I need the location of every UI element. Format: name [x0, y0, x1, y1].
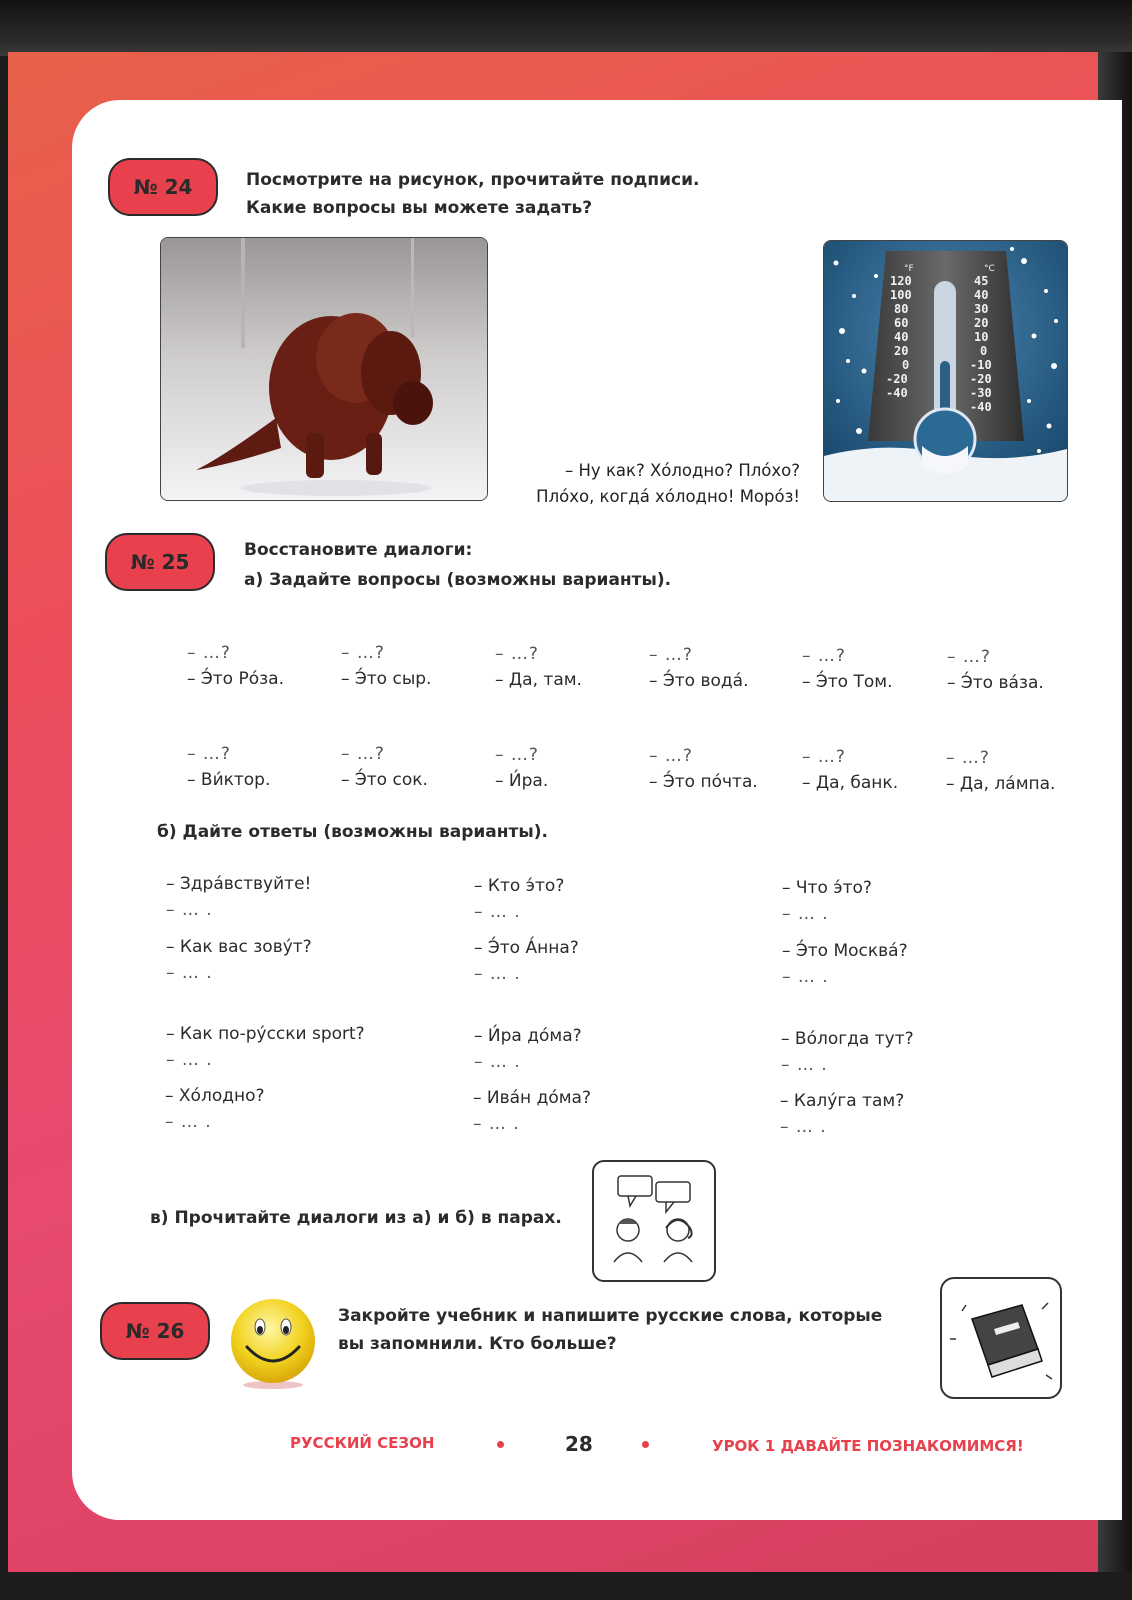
- thermo-f-tick: -20: [886, 372, 908, 386]
- dialog-b-10: [165, 1083, 265, 1135]
- prompt-text: – Кто э́то?: [474, 876, 565, 896]
- exercise-24-task-line1: Посмотрите на рисунок, прочитайте подписи.: [246, 170, 700, 190]
- thermometer-image: [824, 241, 1067, 501]
- footer-dot: [497, 1441, 504, 1448]
- exercise-24-task-line2: Какие вопросы вы можете задать?: [246, 198, 593, 218]
- answer-blank: – … .: [474, 964, 521, 984]
- answer-blank: – … .: [782, 967, 829, 987]
- answer-text: – Э́то пóчта.: [649, 772, 758, 792]
- exercise-26-badge: № 26: [100, 1302, 210, 1360]
- answer-text: – Э́то Рóза.: [187, 669, 284, 689]
- thermo-c-tick: 20: [974, 316, 989, 330]
- two-people-talking-icon: [594, 1162, 714, 1280]
- answer-blank: – … .: [781, 1055, 828, 1075]
- prompt-text: – Как по-рýсски sport?: [166, 1024, 365, 1044]
- answer-text: – Да, банк.: [802, 773, 899, 793]
- dialog-b-12: [780, 1088, 904, 1140]
- thermo-f-tick: 100: [890, 288, 912, 302]
- answer-text: – Э́то сок.: [341, 770, 428, 790]
- footer-lesson-title: УРОК 1 ДАВАЙТЕ ПОЗНАКОМИМСЯ!: [712, 1437, 1024, 1455]
- thermo-c-tick: -20: [970, 372, 992, 386]
- ex24-caption: [480, 458, 800, 510]
- ex24-caption-line2: Плóхо, когдá хóлодно! Морóз!: [536, 487, 800, 506]
- answer-text: – Э́то Том.: [802, 672, 893, 692]
- thermo-c-tick: -40: [970, 400, 992, 414]
- prompt-text: – Ивáн дóма?: [473, 1088, 591, 1108]
- answer-text: – Э́то водá.: [649, 671, 749, 691]
- exercise-26-task-line2: вы запомнили. Кто больше?: [338, 1334, 617, 1354]
- smiley-icon: [225, 1295, 321, 1391]
- thermo-f-tick: 60: [894, 316, 909, 330]
- prompt-text: – Как вас зовýт?: [166, 937, 312, 957]
- thermo-c-tick: 30: [974, 302, 989, 316]
- page-number: 28: [565, 1432, 593, 1456]
- question-blank: – …?: [341, 744, 385, 764]
- dialog-a-9: [495, 742, 548, 794]
- closed-book-icon: [940, 1277, 1062, 1399]
- thermo-c-tick: -30: [970, 386, 992, 400]
- dog-photo: [160, 237, 488, 501]
- prompt-text: – Хóлодно?: [165, 1086, 265, 1106]
- thermo-c-tick: 0: [980, 344, 988, 358]
- question-blank: – …?: [495, 644, 539, 664]
- question-blank: – …?: [649, 746, 693, 766]
- dialog-a-1: [187, 640, 284, 692]
- exercise-25-task-c: в) Прочитайте диалоги из а) и б) в парах.: [150, 1208, 562, 1228]
- dialog-a-5: [802, 643, 893, 695]
- thermo-c-tick: 10: [974, 330, 989, 344]
- prompt-text: – Что э́то?: [782, 878, 872, 898]
- dialog-a-12: [946, 745, 1055, 797]
- answer-blank: – … .: [782, 904, 829, 924]
- dialog-a-3: [495, 641, 582, 693]
- pair-dialog-icon: [592, 1160, 716, 1282]
- dialog-b-9: [781, 1026, 914, 1078]
- dialog-b-5: [474, 935, 579, 987]
- answer-blank: – … .: [474, 902, 521, 922]
- answer-blank: – … .: [473, 1114, 520, 1134]
- exercise-26-task: [338, 1302, 882, 1358]
- answer-blank: – … .: [165, 1112, 212, 1132]
- thermo-c-unit: °C: [984, 264, 995, 274]
- prompt-text: – Э́то А́нна?: [474, 938, 579, 958]
- exercise-24-badge: № 24: [108, 158, 218, 216]
- thermo-f-tick: 120: [890, 274, 912, 288]
- answer-blank: – … .: [780, 1117, 827, 1137]
- exercise-25-task-line1: Восстановите диалоги:: [244, 540, 473, 560]
- dialog-b-11: [473, 1085, 591, 1137]
- exercise-25-task-b: б) Дайте ответы (возможны варианты).: [157, 822, 548, 842]
- footer-dot: [642, 1441, 649, 1448]
- prompt-text: – Здрáвствуйте!: [166, 874, 312, 894]
- answer-blank: – … .: [166, 1050, 213, 1070]
- thermo-f-tick: 40: [894, 330, 909, 344]
- answer-blank: – … .: [474, 1052, 521, 1072]
- thermo-f-tick: 20: [894, 344, 909, 358]
- question-blank: – …?: [187, 744, 231, 764]
- question-blank: – …?: [341, 643, 385, 663]
- exercise-26-task-line1: Закройте учебник и напишите русские слова, которые: [338, 1306, 883, 1326]
- exercise-25-task: [244, 536, 671, 594]
- thermo-f-tick: 0: [902, 358, 910, 372]
- question-blank: – …?: [187, 643, 231, 663]
- answer-text: – Э́то сыр.: [341, 669, 432, 689]
- dialog-b-8: [474, 1023, 582, 1075]
- question-blank: – …?: [495, 745, 539, 765]
- answer-blank: – … .: [166, 963, 213, 983]
- dialog-b-4: [166, 934, 312, 986]
- dog-in-snow-image: [161, 238, 487, 500]
- thermo-f-tick: 80: [894, 302, 909, 316]
- prompt-text: – И́ра дóма?: [474, 1026, 582, 1046]
- smiley-face-icon: [225, 1295, 321, 1391]
- answer-text: – Ви́ктор.: [187, 770, 271, 790]
- dialog-a-8: [341, 741, 428, 793]
- prompt-text: – Э́то Москвá?: [782, 941, 908, 961]
- exercise-24-task: [246, 166, 699, 222]
- prompt-text: – Вóлогда тут?: [781, 1029, 914, 1049]
- scan-top-edge: [0, 0, 1132, 56]
- question-blank: – …?: [649, 645, 693, 665]
- question-blank: – …?: [947, 647, 991, 667]
- dialog-a-11: [802, 744, 898, 796]
- exercise-25-badge: № 25: [105, 533, 215, 591]
- dialog-a-7: [187, 741, 270, 793]
- footer-book-title: РУССКИЙ СЕЗОН: [290, 1434, 435, 1452]
- dialog-b-3: [782, 875, 872, 927]
- thermo-c-tick: 45: [974, 274, 989, 288]
- exercise-25-task-a: а) Задайте вопросы (возможны варианты).: [244, 570, 672, 590]
- dialog-a-10: [649, 743, 758, 795]
- book-icon: [942, 1279, 1060, 1397]
- question-blank: – …?: [802, 646, 846, 666]
- answer-text: – И́ра.: [495, 771, 549, 791]
- dialog-a-4: [649, 642, 748, 694]
- dialog-b-1: [166, 871, 311, 923]
- dialog-a-6: [947, 644, 1044, 696]
- answer-text: – Э́то вáза.: [947, 673, 1044, 693]
- dialog-b-6: [782, 938, 908, 990]
- thermometer-picture: [823, 240, 1068, 502]
- dialog-b-2: [474, 873, 564, 925]
- prompt-text: – Калýга там?: [780, 1091, 905, 1111]
- thermo-f-unit: °F: [904, 264, 914, 274]
- dialog-a-2: [341, 640, 431, 692]
- question-blank: – …?: [946, 748, 990, 768]
- thermo-f-tick: -40: [886, 386, 908, 400]
- question-blank: – …?: [802, 747, 846, 767]
- dialog-b-7: [166, 1021, 365, 1073]
- thermo-c-tick: -10: [970, 358, 992, 372]
- thermo-c-tick: 40: [974, 288, 989, 302]
- answer-text: – Да, лáмпа.: [946, 774, 1056, 794]
- ex24-caption-line1: – Ну как? Хóлодно? Плóхо?: [565, 461, 800, 480]
- answer-text: – Да, там.: [495, 670, 582, 690]
- answer-blank: – … .: [166, 900, 213, 920]
